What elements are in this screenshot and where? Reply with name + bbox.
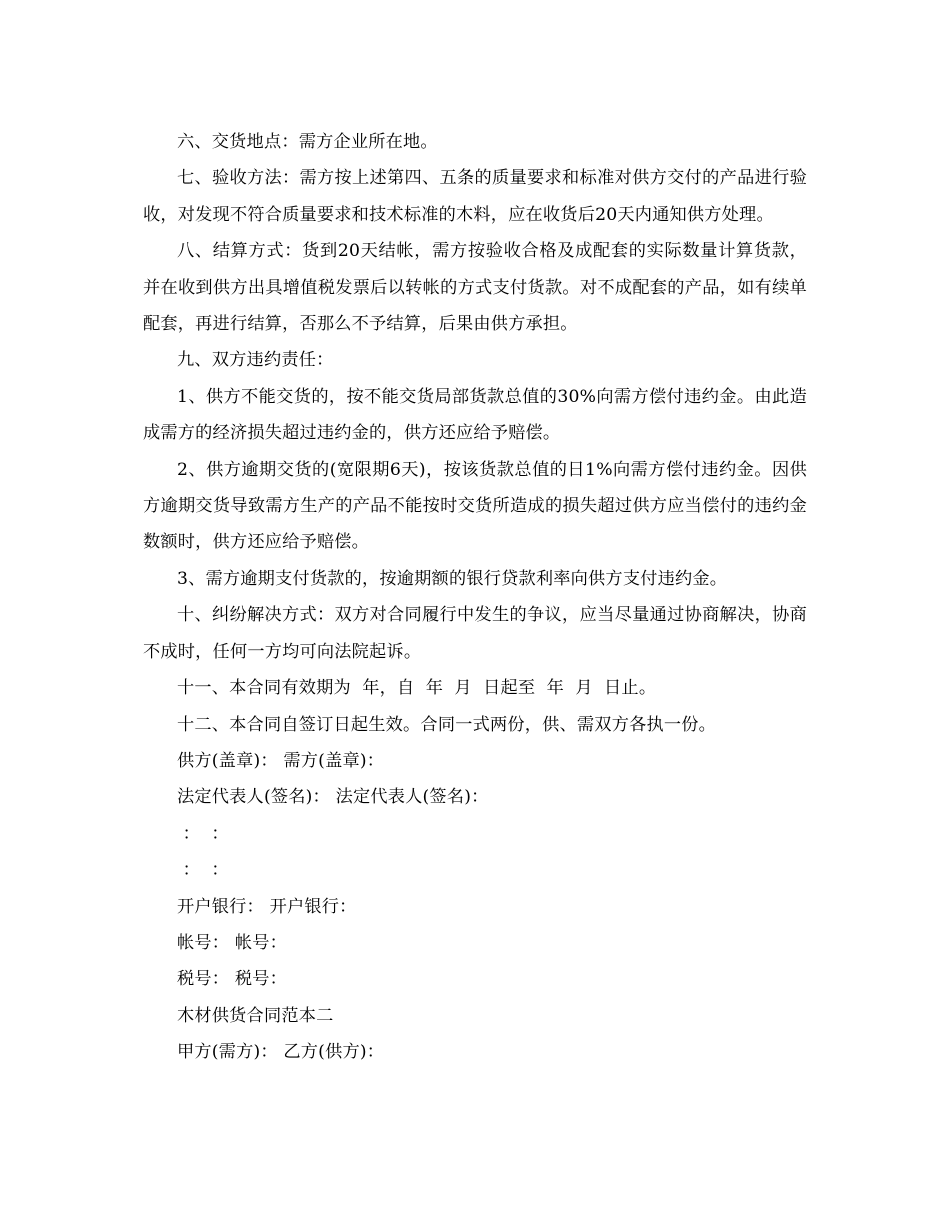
clause-9-item-1: 1、供方不能交货的，按不能交货局部货款总值的30%向需方偿付违约金。由此造成需方的经济损失超过违约金的，供方还应给予赔偿。 [143,386,807,444]
document-body [143,124,807,1071]
clause-11-validity-period: 十一、本合同有效期为 年，自 年 月 日起至 年 月 日止。 [177,678,657,699]
clause-7-inspection-method: 七、验收方法：需方按上述第四、五条的质量要求和标准对供方交付的产品进行验收，对发现不符合质量要求和技术标准的木料，应在收货后20天内通知供方处理。 [143,168,807,225]
clause-10-dispute-resolution: 十、纠纷解决方式：双方对合同履行中发生的争议，应当尽量通过协商解决，协商不成时，任何一方均可向法院起诉。 [143,605,807,662]
tax-number-line: 税号： 税号： [177,969,287,990]
clause-9-item-3: 3、需方逾期支付货款的，按逾期额的银行贷款利率向供方支付违约金。 [177,568,728,589]
blank-field-line-1: ： ： [177,823,229,844]
bank-account-line: 开户银行： 开户银行： [177,896,357,917]
blank-field-line-2: ： ： [177,860,229,881]
contract-template-two-title: 木材供货合同范本二 [177,1005,334,1026]
clause-8-settlement-method: 八、结算方式：货到20天结帐，需方按验收合格及成配套的实际数量计算货款，并在收到供方出具增值税发票后以转帐的方式支付货款。对不成配套的产品，如有续单配套，再进行结算，否那么不予结算，后果由供方承担。 [143,241,807,335]
account-number-line: 帐号： 帐号： [177,932,287,953]
clause-9-liability-heading: 九、双方违约责任： [177,350,334,371]
signature-seal-line: 供方(盖章)： 需方(盖章)： [177,750,385,771]
party-a-party-b-line: 甲方(需方)： 乙方(供方)： [177,1042,385,1063]
clause-12-effectiveness: 十二、本合同自签订日起生效。合同一式两份，供、需双方各执一份。 [177,714,717,735]
clause-9-item-2: 2、供方逾期交货的(宽限期6天)，按该货款总值的日1%向需方偿付违约金。因供方逾期交货导致需方生产的产品不能按时交货所造成的损失超过供方应当偿付的违约金数额时，供方还应给予赔偿。 [143,459,807,553]
clause-6-delivery-location: 六、交货地点：需方企业所在地。 [177,132,438,152]
legal-representative-line: 法定代表人(签名)： 法定代表人(签名)： [177,787,489,808]
